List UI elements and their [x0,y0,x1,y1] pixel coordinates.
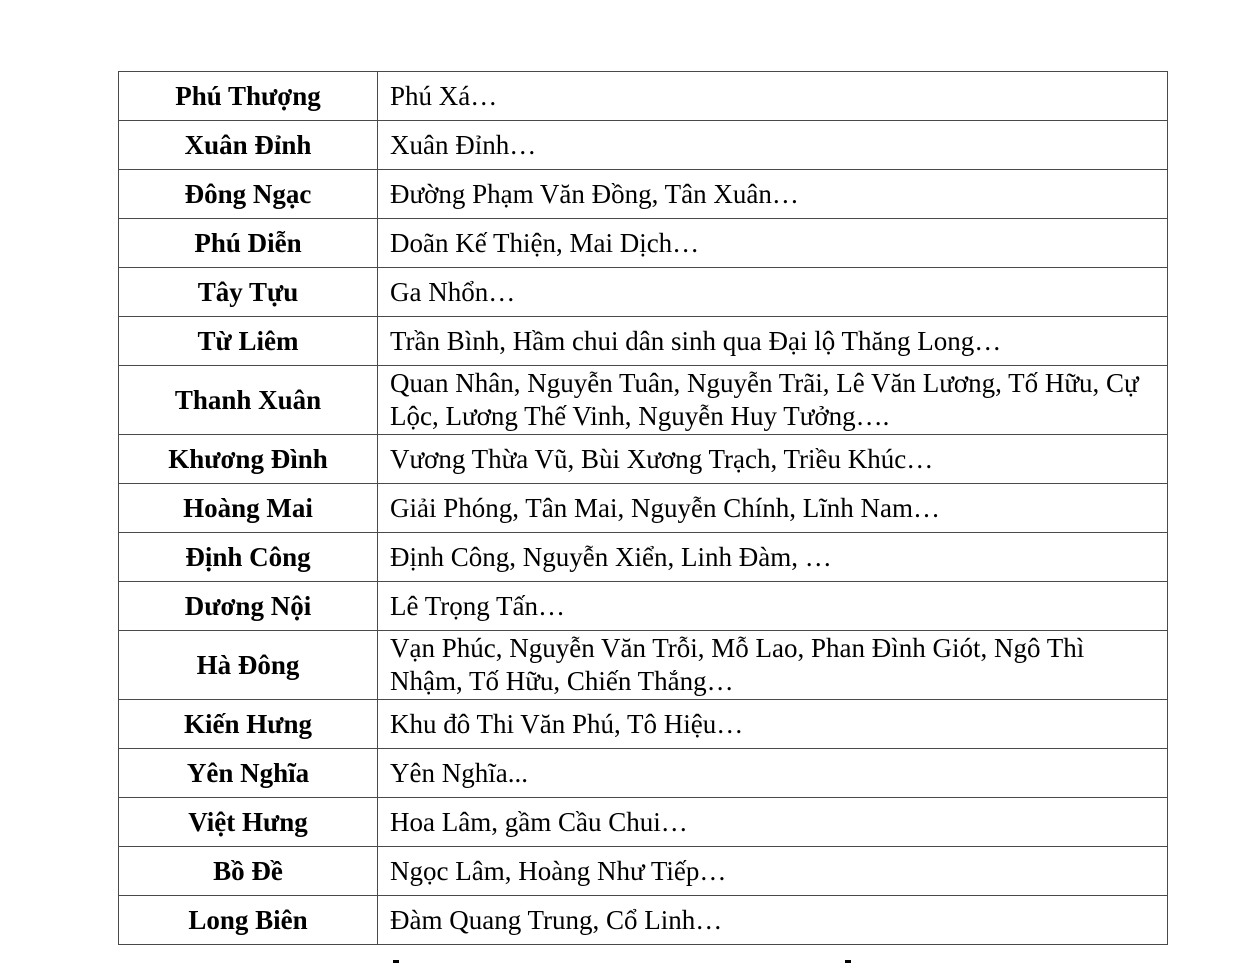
ward-cell: Khương Đình [119,435,378,484]
table-row [119,317,1168,366]
text-fragment-mark [393,960,399,963]
streets-cell: Phú Xá… [378,72,1168,121]
streets-cell: Doãn Kế Thiện, Mai Dịch… [378,219,1168,268]
ward-street-table-container [118,71,1167,945]
table-row [119,700,1168,749]
streets-cell: Quan Nhân, Nguyễn Tuân, Nguyễn Trãi, Lê Văn Lương, Tố Hữu, Cự Lộc, Lương Thế Vinh, Nguyễn Huy Tưởng…. [378,366,1168,435]
ward-cell: Xuân Đỉnh [119,121,378,170]
table-row [119,72,1168,121]
table-row [119,268,1168,317]
ward-cell: Yên Nghĩa [119,749,378,798]
streets-cell: Trần Bình, Hầm chui dân sinh qua Đại lộ Thăng Long… [378,317,1168,366]
streets-cell: Ga Nhổn… [378,268,1168,317]
ward-cell: Long Biên [119,896,378,945]
ward-cell: Kiến Hưng [119,700,378,749]
table-row [119,435,1168,484]
table-row [119,798,1168,847]
table-row [119,896,1168,945]
streets-cell: Yên Nghĩa... [378,749,1168,798]
ward-cell: Bồ Đề [119,847,378,896]
ward-cell: Tây Tựu [119,268,378,317]
ward-cell: Dương Nội [119,582,378,631]
streets-cell: Hoa Lâm, gầm Cầu Chui… [378,798,1168,847]
ward-street-table [118,71,1168,945]
table-row [119,484,1168,533]
streets-cell: Vương Thừa Vũ, Bùi Xương Trạch, Triều Khúc… [378,435,1168,484]
table-row [119,847,1168,896]
streets-cell: Đàm Quang Trung, Cổ Linh… [378,896,1168,945]
table-row [119,366,1168,435]
streets-cell: Xuân Đỉnh… [378,121,1168,170]
streets-cell: Đường Phạm Văn Đồng, Tân Xuân… [378,170,1168,219]
table-row [119,749,1168,798]
streets-cell: Định Công, Nguyễn Xiển, Linh Đàm, … [378,533,1168,582]
table-row [119,170,1168,219]
streets-cell: Lê Trọng Tấn… [378,582,1168,631]
ward-cell: Hà Đông [119,631,378,700]
table-row [119,582,1168,631]
cut-off-next-line [0,958,1259,966]
streets-cell: Ngọc Lâm, Hoàng Như Tiếp… [378,847,1168,896]
table-row [119,533,1168,582]
ward-cell: Từ Liêm [119,317,378,366]
table-row [119,631,1168,700]
ward-cell: Phú Thượng [119,72,378,121]
ward-cell: Hoàng Mai [119,484,378,533]
ward-cell: Thanh Xuân [119,366,378,435]
text-fragment-mark [845,960,851,963]
table-row [119,121,1168,170]
ward-cell: Đông Ngạc [119,170,378,219]
table-row [119,219,1168,268]
streets-cell: Vạn Phúc, Nguyễn Văn Trỗi, Mỗ Lao, Phan Đình Giót, Ngô Thì Nhậm, Tố Hữu, Chiến Thắng… [378,631,1168,700]
streets-cell: Giải Phóng, Tân Mai, Nguyễn Chính, Lĩnh Nam… [378,484,1168,533]
ward-cell: Định Công [119,533,378,582]
streets-cell: Khu đô Thi Văn Phú, Tô Hiệu… [378,700,1168,749]
ward-cell: Việt Hưng [119,798,378,847]
ward-cell: Phú Diễn [119,219,378,268]
